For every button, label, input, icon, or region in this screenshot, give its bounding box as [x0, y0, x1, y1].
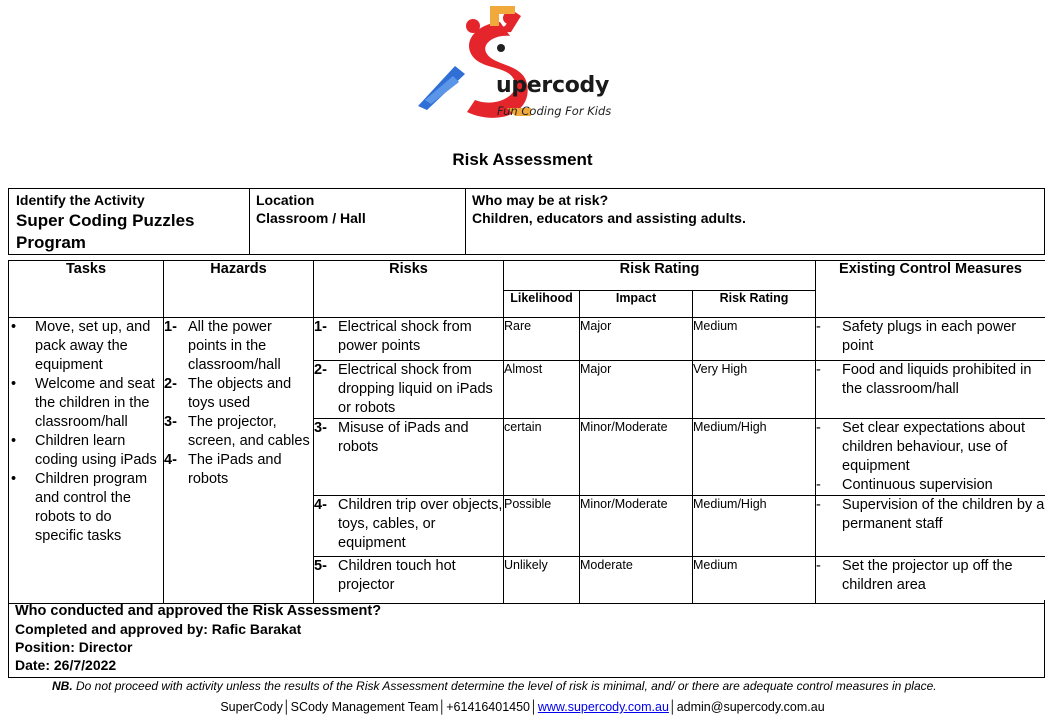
- hazard-item: 1- All the power points in the classroom/hall: [164, 319, 281, 373]
- likelihood-cell: certain: [504, 419, 580, 496]
- contact-suffix: │admin@supercody.com.au: [668, 700, 825, 714]
- risk-cell: 4- Children trip over objects, toys, cables, or equipment: [314, 496, 504, 557]
- tasks-header: Tasks: [9, 261, 164, 318]
- impact-cell: Moderate: [580, 557, 693, 604]
- activity-label: Identify the Activity: [16, 192, 145, 208]
- approval-question: Who conducted and approved the Risk Assessment?: [15, 603, 382, 619]
- rating-header: Risk Rating: [693, 291, 816, 318]
- activity-value: Super Coding Puzzles Program: [16, 211, 195, 252]
- controls-cell: - Supervision of the children by a permanent staff: [816, 496, 1045, 557]
- approval-position: Position: Director: [15, 639, 133, 655]
- impact-cell: Minor/Moderate: [580, 496, 693, 557]
- location-box: [249, 188, 466, 255]
- approval-completed: Completed and approved by: Rafic Barakat: [15, 621, 302, 637]
- activity-box: [8, 188, 250, 255]
- rating-cell: Medium/High: [693, 496, 816, 557]
- hazard-item: 3- The projector, screen, and cables: [164, 414, 310, 449]
- rating-cell: Medium: [693, 557, 816, 604]
- at-risk-box: [465, 188, 1045, 255]
- logo-wordmark: upercody: [496, 73, 610, 98]
- controls-header: Existing Control Measures: [816, 261, 1045, 318]
- likelihood-cell: Possible: [504, 496, 580, 557]
- approval-date: Date: 26/7/2022: [15, 657, 117, 673]
- location-label: Location: [256, 192, 315, 208]
- likelihood-cell: Rare: [504, 318, 580, 361]
- risk-cell: 2- Electrical shock from dropping liquid on iPads or robots: [314, 361, 504, 419]
- tasks-cell: [9, 318, 164, 604]
- likelihood-cell: Almost: [504, 361, 580, 419]
- task-item: • Children learn coding using iPads: [11, 433, 157, 468]
- rating-cell: Medium: [693, 318, 816, 361]
- hazard-item: 4- The iPads and robots: [164, 452, 282, 487]
- impact-cell: Major: [580, 318, 693, 361]
- risks-header: Risks: [314, 261, 504, 318]
- location-value: Classroom / Hall: [256, 210, 366, 226]
- controls-cell: - Set the projector up off the children area: [816, 557, 1045, 604]
- rating-cell: Medium/High: [693, 419, 816, 496]
- approval-box: [8, 600, 1045, 678]
- at-risk-label: Who may be at risk?: [472, 192, 609, 208]
- rating-cell: Very High: [693, 361, 816, 419]
- controls-cell: - Safety plugs in each power point: [816, 318, 1045, 361]
- hazards-header: Hazards: [164, 261, 314, 318]
- nb-note: NB. Do not proceed with activity unless the results of the Risk Assessment determine the level of risk is minimal, and/ or there are adequate control measures in place.: [52, 679, 937, 693]
- contact-prefix: SuperCody│SCody Management Team│+61416401450│: [220, 700, 538, 714]
- controls-cell: - Set clear expectations about children behaviour, use of equipment - Continuous supervision: [816, 419, 1045, 496]
- risk-table: [8, 260, 1045, 604]
- hazard-item: 2- The objects and toys used: [164, 376, 292, 411]
- task-item: • Move, set up, and pack away the equipment: [11, 319, 151, 373]
- task-item: • Welcome and seat the children in the classroom/hall: [11, 376, 155, 430]
- contact-line: [0, 700, 1045, 714]
- risk-cell: 3- Misuse of iPads and robots: [314, 419, 504, 496]
- risk-cell: 1- Electrical shock from power points: [314, 318, 504, 361]
- hazards-cell: [164, 318, 314, 604]
- document-title: Risk Assessment: [452, 150, 593, 169]
- task-item: • Children program and control the robots to do specific tasks: [11, 471, 148, 544]
- risk-rating-group-header: Risk Rating: [504, 261, 816, 291]
- at-risk-value: Children, educators and assisting adults.: [472, 210, 746, 226]
- logo-tagline: Fun Coding For Kids: [497, 104, 612, 118]
- impact-cell: Minor/Moderate: [580, 419, 693, 496]
- likelihood-cell: Unlikely: [504, 557, 580, 604]
- impact-header: Impact: [580, 291, 693, 318]
- website-link[interactable]: www.supercody.com.au: [537, 700, 669, 714]
- risk-cell: 5- Children touch hot projector: [314, 557, 504, 604]
- impact-cell: Major: [580, 361, 693, 419]
- likelihood-header: Likelihood: [504, 291, 580, 318]
- controls-cell: - Food and liquids prohibited in the classroom/hall: [816, 361, 1045, 419]
